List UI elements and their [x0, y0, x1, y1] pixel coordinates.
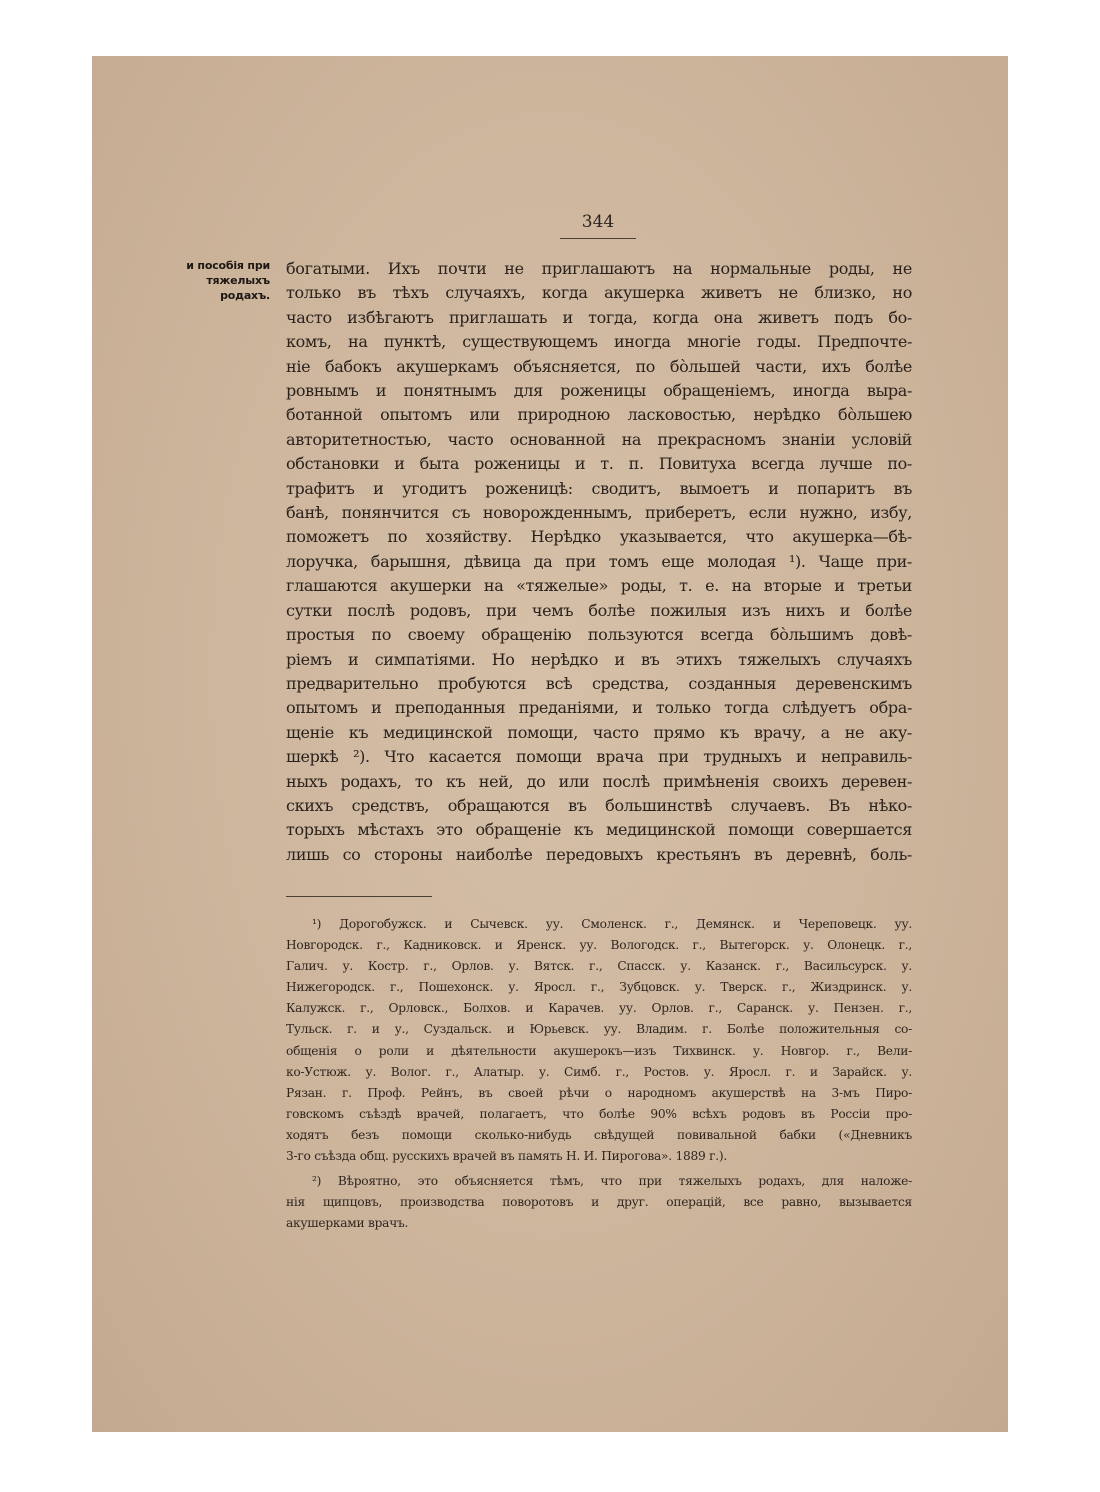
footnote-line: ²) Вѣроятно, это объясняется тѣмъ, что при тяжелыхъ родахъ, для наложе- [312, 1174, 912, 1189]
text-line: ныхъ родахъ, то къ ней, до или послѣ примѣненія своихъ деревен- [286, 771, 912, 791]
footnote-1 [286, 914, 912, 1167]
footnote-line: 3-го съѣзда общ. русскихъ врачей въ память Н. И. Пирогова». 1889 г.). [286, 1149, 728, 1164]
margin-note [182, 258, 270, 303]
text-line: авторитетностью, часто основанной на прекрасномъ знаніи условій [286, 429, 912, 449]
footnote-line: Рязан. г. Проф. Рейнъ, въ своей рѣчи о народномъ акушерствѣ на 3-мъ Пиро- [286, 1085, 912, 1100]
text-line: опытомъ и преподанныя преданіями, и только тогда слѣдуетъ обра- [286, 698, 912, 718]
text-line: поможетъ по хозяйству. Нерѣдко указывается, что акушерка—бѣ- [286, 527, 912, 547]
text-line: трафитъ и угодитъ роженицѣ: сводитъ, вымоетъ и попаритъ въ [286, 478, 912, 498]
footnote-line: Галич. у. Костр. г., Орлов. у. Вятск. г., Спасск. у. Казанск. г., Васильсурск. у. [286, 959, 912, 974]
text-line: торыхъ мѣстахъ это обращеніе къ медицинской помощи совершается [286, 820, 912, 840]
text-line: ніе бабокъ акушеркамъ объясняется, по бо̀льшей части, ихъ болѣе [286, 356, 912, 376]
text-line: комъ, на пунктѣ, существующемъ иногда многіе годы. Предпочте- [286, 332, 912, 352]
text-line: обстановки и быта роженицы и т. п. Повитуха всегда лучше по- [286, 454, 912, 474]
text-line: скихъ средствъ, обращаются въ большинствѣ случаевъ. Въ нѣко- [286, 795, 912, 815]
text-line: лишь со стороны наиболѣе передовыхъ крестьянъ въ деревнѣ, боль- [286, 844, 912, 864]
footnote-line: ¹) Дорогобужск. и Сычевск. уу. Смоленск. г., Демянск. и Череповецк. уу. [312, 917, 912, 931]
footnote-divider [286, 896, 432, 897]
footnote-line: Тульск. г. и у., Суздальск. и Юрьевск. уу. Владим. г. Болѣе положительныя со- [286, 1022, 912, 1037]
margin-note-line: тяжелыхъ [206, 274, 270, 287]
footnote-line: Калужск. г., Орловск., Болхов. и Карачев. уу. Орлов. г., Саранск. у. Пензен. г., [286, 1001, 912, 1016]
footnote-line: Новгородск. г., Кадниковск. и Яренск. уу. Вологодск. г., Вытегорск. у. Олонецк. г., [286, 938, 912, 953]
text-line: щеніе къ медицинской помощи, часто прямо къ врачу, а не аку- [286, 722, 912, 742]
text-line: шеркѣ ²). Что касается помощи врача при трудныхъ и неправиль- [286, 747, 912, 767]
footnote-line: говскомъ съѣздѣ врачей, полагаетъ, что болѣе 90% всѣхъ родовъ въ Россіи про- [286, 1106, 912, 1121]
footnote-line: общенія о роли и дѣятельности акушерокъ—изъ Тихвинск. у. Новгор. г., Вели- [286, 1043, 912, 1058]
text-line: богатыми. Ихъ почти не приглашаютъ на нормальные роды, не [286, 259, 912, 278]
body-text [286, 257, 912, 867]
footnote-line: акушерками врачъ. [286, 1216, 409, 1231]
footnotes [286, 914, 912, 1234]
footnote-line: ходятъ безъ помощи сколько-нибудь свѣдущей повивальной бабки («Дневникъ [286, 1127, 912, 1142]
margin-note-line: и пособія при [186, 259, 270, 272]
page-number: 344 [560, 212, 636, 239]
footnote-2 [286, 1171, 912, 1234]
footnote-line: Нижегородск. г., Пошехонск. у. Яросл. г., Зубцовск. у. Тверск. г., Жиздринск. у. [286, 980, 912, 995]
text-line: ровнымъ и понятнымъ для роженицы обращеніемъ, иногда выра- [286, 381, 912, 401]
text-line: предварительно пробуются всѣ средства, созданныя деревенскимъ [286, 673, 912, 693]
margin-note-line: родахъ. [220, 289, 270, 302]
text-line: ботанной опытомъ или природною ласковостью, нерѣдко бо̀льшею [286, 405, 912, 425]
text-line: сутки послѣ родовъ, при чемъ болѣе пожилыя изъ нихъ и болѣе [286, 600, 912, 620]
footnote-line: ко-Устюж. у. Волог. г., Алатыр. у. Симб. г., Ростов. у. Яросл. г. и Зарайск. у. [286, 1064, 912, 1079]
text-line: только въ тѣхъ случаяхъ, когда акушерка живетъ не близко, но [286, 283, 912, 303]
text-line: банѣ, понянчится съ новорожденнымъ, приберетъ, если нужно, избу, [286, 503, 912, 523]
text-line: простыя по своему обращенію пользуются всегда бо̀льшимъ довѣ- [286, 625, 912, 645]
text-line: лоручка, барышня, дѣвица да при томъ еще молодая ¹). Чаще при- [286, 551, 912, 571]
footnote-line: нія щипцовъ, производства поворотовъ и друг. операцій, все равно, вызывается [286, 1195, 912, 1210]
text-line: часто избѣгаютъ приглашать и тогда, когда она живетъ подъ бо- [286, 307, 912, 327]
text-line: глашаются акушерки на «тяжелые» роды, т. е. на вторые и третьи [286, 576, 912, 596]
text-line: ріемъ и симпатіями. Но нерѣдко и въ этихъ тяжелыхъ случаяхъ [286, 649, 912, 669]
